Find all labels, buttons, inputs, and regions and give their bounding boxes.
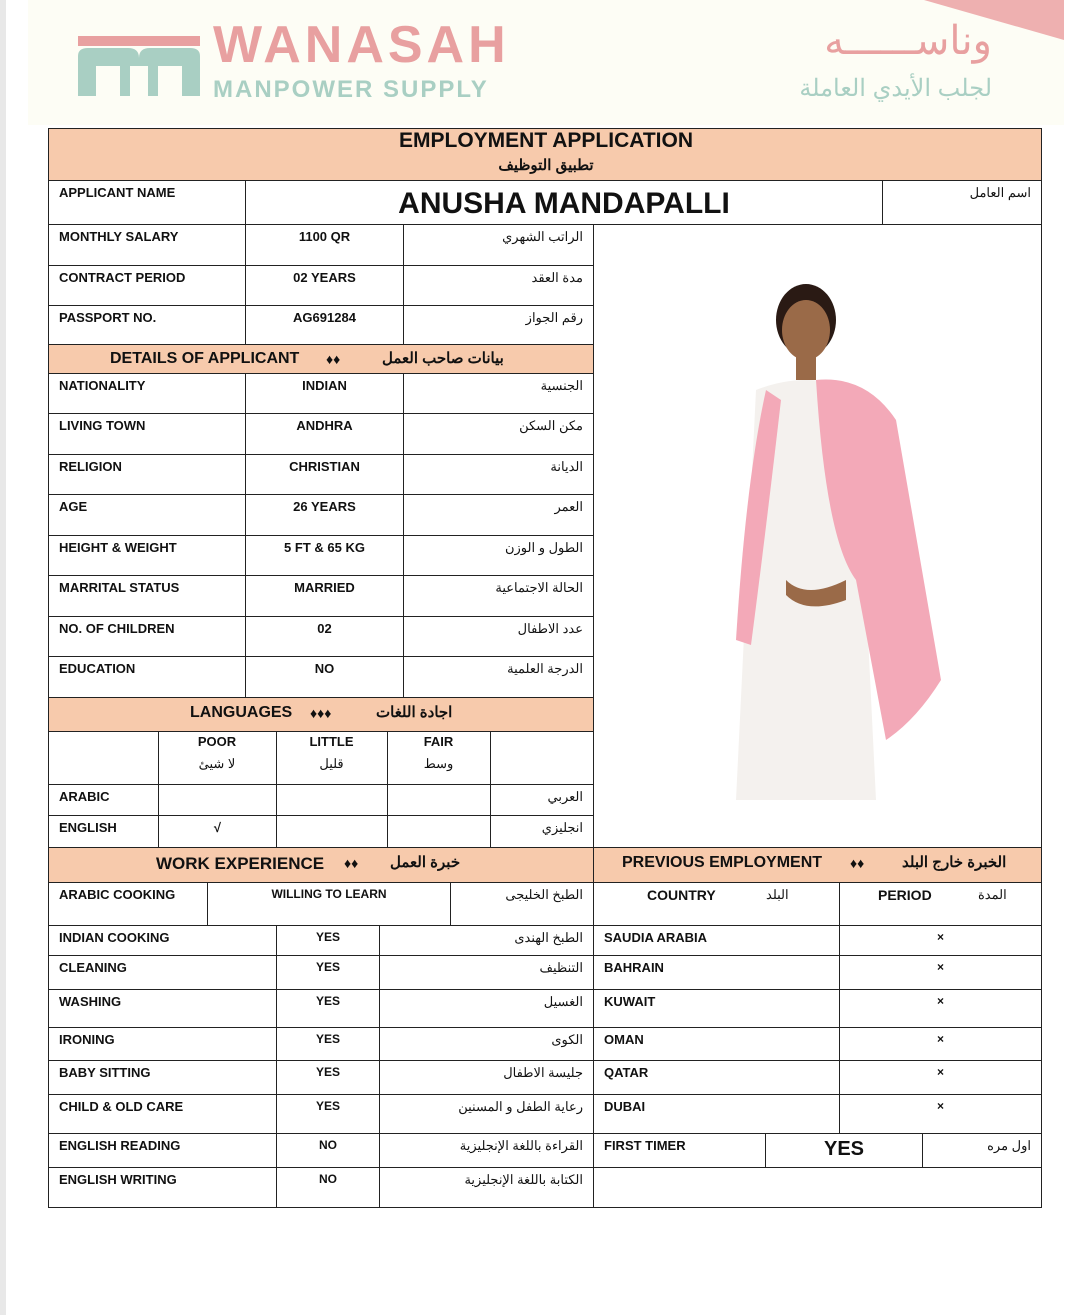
country-arabic: البلد <box>766 887 789 902</box>
skill-label: BABY SITTING <box>48 1060 277 1095</box>
company-logo <box>28 0 1064 125</box>
period-value: × <box>839 955 1042 990</box>
empty-row <box>593 1167 1042 1208</box>
logo-subtitle: MANPOWER SUPPLY <box>213 76 489 103</box>
skill-label: CHILD & OLD CARE <box>48 1094 277 1134</box>
diamond-icon: ♦♦ <box>344 855 359 871</box>
applicant-name-label: APPLICANT NAME <box>48 180 246 225</box>
skill-value: YES <box>276 1094 380 1134</box>
skill-label: ENGLISH READING <box>48 1133 277 1168</box>
language-level-mark <box>158 784 277 816</box>
skill-label: IRONING <box>48 1027 277 1061</box>
period-value: × <box>839 1060 1042 1095</box>
country-name: KUWAIT <box>593 989 840 1028</box>
work-experience-title: WORK EXPERIENCE <box>156 854 325 873</box>
detail-value: NO <box>245 656 404 698</box>
first-timer-arabic: اول مره <box>922 1133 1042 1168</box>
skill-arabic: التنظيف <box>379 955 594 990</box>
period-value: × <box>839 989 1042 1028</box>
languages-blank <box>490 731 594 785</box>
work-experience-arabic: خبرة العمل <box>390 854 461 871</box>
previous-employment-arabic: الخبرة خارج البلد <box>902 854 1007 871</box>
title-english: EMPLOYMENT APPLICATION <box>399 129 693 152</box>
row-label: PASSPORT NO. <box>48 305 246 345</box>
skill-arabic: الغسيل <box>379 989 594 1028</box>
country-name: QATAR <box>593 1060 840 1095</box>
period-value: × <box>839 925 1042 956</box>
detail-arabic-label: الديانة <box>403 454 594 495</box>
period-value: × <box>839 1027 1042 1061</box>
logo-arabic-name: وناســــــه <box>824 19 992 63</box>
detail-arabic-label: العمر <box>403 494 594 536</box>
skill-arabic: جليسة الاطفال <box>379 1060 594 1095</box>
logo-mark-icon <box>78 36 200 96</box>
skill-label: WASHING <box>48 989 277 1028</box>
detail-label: MARRITAL STATUS <box>48 575 246 617</box>
language-level-mark: √ <box>158 815 277 848</box>
skill-value: YES <box>276 955 380 990</box>
country-name: DUBAI <box>593 1094 840 1134</box>
skill-label: ENGLISH WRITING <box>48 1167 277 1208</box>
detail-value: INDIAN <box>245 373 404 414</box>
detail-label: NO. OF CHILDREN <box>48 616 246 657</box>
details-header-title: DETAILS OF APPLICANT <box>110 350 300 367</box>
languages-blank <box>48 731 159 785</box>
detail-value: ANDHRA <box>245 413 404 455</box>
skill-arabic: الكتابة باللغة الإنجليزية <box>379 1167 594 1208</box>
detail-arabic-label: عدد الاطفال <box>403 616 594 657</box>
skill-arabic: القراءة باللغة الإنجليزية <box>379 1133 594 1168</box>
country-name: OMAN <box>593 1027 840 1061</box>
detail-label: RELIGION <box>48 454 246 495</box>
level-name: FAIR <box>423 734 454 749</box>
level-name: LITTLE <box>309 734 354 749</box>
detail-arabic-label: الدرجة العلمية <box>403 656 594 698</box>
language-label: ARABIC <box>48 784 159 816</box>
skill-value: YES <box>276 1060 380 1095</box>
diamond-icon: ♦♦ <box>850 855 865 871</box>
applicant-name-value: ANUSHA MANDAPALLI <box>245 180 883 225</box>
row-label: CONTRACT PERIOD <box>48 265 246 306</box>
detail-value: CHRISTIAN <box>245 454 404 495</box>
detail-arabic-label: الحالة الاجتماعية <box>403 575 594 617</box>
skill-value: YES <box>276 1027 380 1061</box>
language-level-mark <box>387 815 491 848</box>
detail-label: HEIGHT & WEIGHT <box>48 535 246 576</box>
skill-label: INDIAN COOKING <box>48 925 277 956</box>
country-header <box>593 882 840 926</box>
detail-arabic-label: الجنسية <box>403 373 594 414</box>
country-name: BAHRAIN <box>593 955 840 990</box>
skill-value: YES <box>276 989 380 1028</box>
country-label: COUNTRY <box>647 887 716 903</box>
detail-label: EDUCATION <box>48 656 246 698</box>
detail-arabic-label: مكن السكن <box>403 413 594 455</box>
period-label: PERIOD <box>878 887 932 903</box>
skill-arabic: الطبخ الخليجى <box>450 882 594 926</box>
skill-value: NO <box>276 1167 380 1208</box>
detail-value: MARRIED <box>245 575 404 617</box>
level-arabic: قليل <box>319 756 344 771</box>
row-value: AG691284 <box>245 305 404 345</box>
row-value: 1100 QR <box>245 224 404 266</box>
details-header-arabic: بيانات صاحب العمل <box>382 350 504 367</box>
applicant-name-arabic: اسم العامل <box>882 180 1042 225</box>
skill-arabic: الكوى <box>379 1027 594 1061</box>
applicant-photo <box>706 280 946 810</box>
language-label: ENGLISH <box>48 815 159 848</box>
period-value: × <box>839 1094 1042 1134</box>
detail-arabic-label: الطول و الوزن <box>403 535 594 576</box>
diamond-icon: ♦♦ <box>326 351 341 367</box>
level-arabic: وسط <box>423 756 454 771</box>
first-timer-label: FIRST TIMER <box>593 1133 766 1168</box>
country-name: SAUDIA ARABIA <box>593 925 840 956</box>
language-arabic: انجليزي <box>490 815 594 848</box>
skill-label: CLEANING <box>48 955 277 990</box>
languages-title: LANGUAGES <box>190 704 293 721</box>
first-timer-value: YES <box>765 1133 923 1168</box>
detail-value: 02 <box>245 616 404 657</box>
period-header <box>839 882 1042 926</box>
previous-employment-title: PREVIOUS EMPLOYMENT <box>622 854 823 871</box>
level-arabic: لا شيئ <box>198 756 236 771</box>
skill-label: ARABIC COOKING <box>48 882 208 926</box>
language-arabic: العربي <box>490 784 594 816</box>
languages-arabic: اجادة اللغات <box>376 704 453 721</box>
skill-value: WILLING TO LEARN <box>207 882 451 926</box>
detail-label: LIVING TOWN <box>48 413 246 455</box>
skill-arabic: رعاية الطفل و المسنين <box>379 1094 594 1134</box>
skill-value: YES <box>276 925 380 956</box>
logo-name: WANASAH <box>213 16 510 74</box>
logo-arabic-subtitle: لجلب الأيدي العاملة <box>799 75 992 102</box>
language-level-mark <box>276 815 388 848</box>
detail-value: 5 FT & 65 KG <box>245 535 404 576</box>
row-label: MONTHLY SALARY <box>48 224 246 266</box>
row-arabic-label: مدة العقد <box>403 265 594 306</box>
skill-value: NO <box>276 1133 380 1168</box>
period-arabic: المدة <box>978 887 1007 902</box>
row-value: 02 YEARS <box>245 265 404 306</box>
language-level-mark <box>387 784 491 816</box>
detail-value: 26 YEARS <box>245 494 404 536</box>
row-arabic-label: الراتب الشهري <box>403 224 594 266</box>
skill-arabic: الطبخ الهندى <box>379 925 594 956</box>
row-arabic-label: رقم الجواز <box>403 305 594 345</box>
level-name: POOR <box>197 734 237 749</box>
language-level-mark <box>276 784 388 816</box>
title-arabic: تطبيق التوظيف <box>498 157 594 174</box>
detail-label: AGE <box>48 494 246 536</box>
detail-label: NATIONALITY <box>48 373 246 414</box>
diamond-icon: ♦♦♦ <box>310 705 332 721</box>
